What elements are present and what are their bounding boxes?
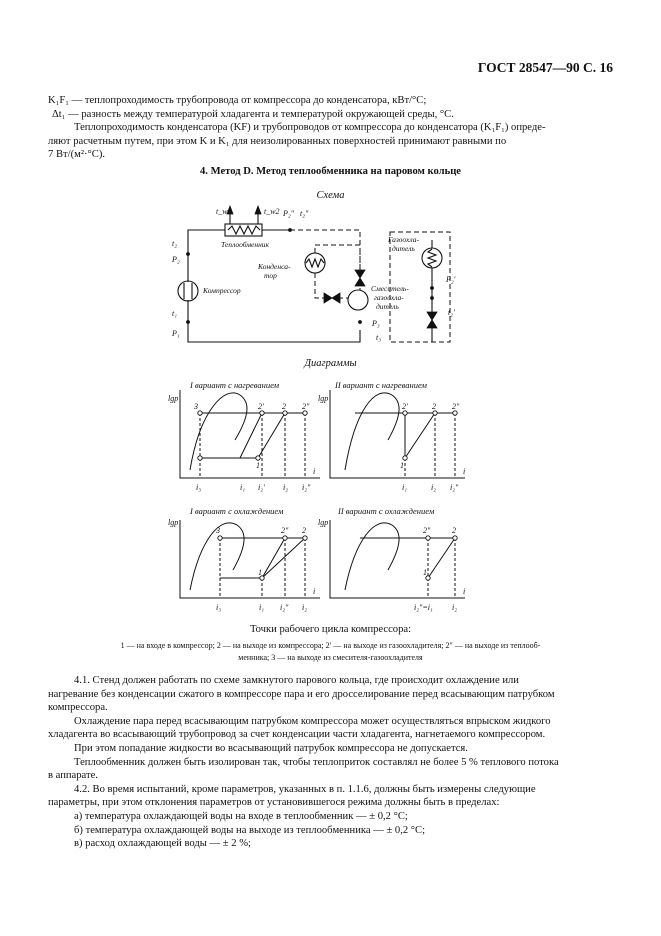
d1-ylabel: lgp	[168, 394, 179, 403]
d1-point-2pp: 2″	[302, 402, 310, 411]
d4-dome	[345, 523, 399, 590]
d4-point-2: 2	[452, 526, 456, 535]
d3-ylabel: lgp	[168, 518, 179, 527]
d1-title: I вариант с нагреванием	[190, 380, 280, 390]
d1-x3: i₂′	[258, 483, 265, 492]
d2-point-2pp: 2″	[452, 402, 460, 411]
compressor-circle	[178, 281, 198, 301]
d2-point-2: 2	[432, 402, 436, 411]
gas-cooler-circle	[422, 248, 442, 268]
d3-axes	[180, 520, 320, 598]
d3-point-3: 3	[216, 526, 220, 535]
d4-title: II вариант с охлаждением	[338, 506, 435, 516]
paragraph-line: Охлаждение пара перед всасывающим патрубком компрессора может осуществляться впрыском жидкого	[74, 715, 551, 727]
arrow-up-icon	[255, 206, 261, 214]
label-t2: t₂	[172, 239, 178, 248]
pipe-discharge	[188, 230, 225, 282]
d2-x3: i₂″	[450, 483, 459, 492]
paragraph-line: 7 Вт/(м²·°С).	[48, 149, 105, 161]
d4-x2: i₂	[452, 603, 458, 612]
label-condenser-2: тор	[264, 271, 277, 280]
d1-x2: i₁	[240, 483, 246, 492]
d1-axes	[180, 390, 320, 478]
label-p1: P₁	[172, 329, 180, 338]
list-item: в) расход охлаждающей воды — ± 2 %;	[74, 838, 251, 850]
d3-x1: i₃	[216, 603, 222, 612]
d3-x2: i₁	[259, 603, 265, 612]
d2-xi: i	[463, 467, 466, 476]
paragraph-line: ляют расчетным путем, при этом K и K₁ для неизолированных поверхностей принимают равными по	[48, 135, 507, 147]
list-item: б) температура охлаждающей воды на выходе из теплообменника — ± 0,2 °С;	[74, 824, 426, 836]
valve-icon	[427, 312, 437, 320]
d3-point-2: 2	[302, 526, 306, 535]
d4-point-2pp: 2″	[423, 526, 431, 535]
paragraph-line: 4.1. Стенд должен работать по схеме замкнутого парового кольца, где происходит охлаждение или	[74, 675, 519, 686]
d4-xi: i	[463, 587, 466, 596]
valve-icon	[355, 270, 365, 278]
definition-k1f1: K₁F₁ — теплопроходимость трубопровода от компрессора до конденсатора, кВт/°С;	[48, 95, 427, 106]
paragraph-line: в аппарате.	[48, 770, 98, 782]
pipe-suction	[188, 300, 360, 342]
top-text-block	[48, 94, 613, 162]
label-t1: t₁	[172, 309, 178, 318]
d2-dome	[345, 393, 399, 470]
diagrams-panel	[160, 378, 480, 618]
diagram-caption: Точки рабочего цикла компрессора:	[249, 624, 412, 635]
page-header: ГОСТ 28547—90 С. 16	[477, 60, 613, 75]
scheme-diagram	[150, 200, 470, 350]
d1-point-2: 2	[282, 402, 286, 411]
label-heat-exchanger: Теплообменник	[221, 240, 270, 249]
label-condenser-1: Конденса-	[258, 262, 291, 271]
d2-point-2p: 2′	[402, 402, 408, 411]
paragraph-line: Теплообменник должен быть изолирован так, чтобы теплоприток составлял не более 5 % теплового потока	[74, 756, 559, 768]
label-p2: P₂	[172, 255, 180, 264]
label-p2p: P₂′	[446, 275, 456, 284]
d2-ylabel: lgp	[318, 394, 329, 403]
bottom-text-block	[48, 674, 613, 851]
d4-ylabel: lgp	[318, 518, 329, 527]
scheme-label: Схема	[316, 190, 345, 201]
diagrams-label: Диаграммы	[304, 358, 357, 369]
d3-title: I вариант с охлаждением	[190, 506, 284, 516]
paragraph-line: 4.2. Во время испытаний, кроме параметров, указанных в п. 1.1.6, должны быть измерены следующие	[74, 783, 536, 795]
list-item: а) температура охлаждающей воды на входе в теплообменник — ± 0,2 °С;	[74, 810, 408, 822]
diagram-legend	[60, 640, 601, 664]
label-mixer-3: дитель	[376, 302, 399, 311]
label-t3: t₃	[376, 333, 382, 342]
legend-line: 1 — на входе в компрессор; 2 — на выходе из компрессора; 2′ — на выходе из газоохладителя; 2″ — на выходе из теплооб-	[120, 641, 541, 650]
d2-point-1: 1	[400, 461, 404, 470]
d3-point-1: 1	[258, 568, 262, 577]
definition-dt1: Δt₁ — разность между температурой хладагента и температурой окружающей среды, °С.	[52, 108, 454, 120]
paragraph-line: При этом попадание жидкости во всасывающий патрубок компрессора не допускается.	[74, 742, 468, 754]
heat-exchanger-coil	[228, 226, 260, 234]
d1-x4: i₂	[283, 483, 289, 492]
label-p2pp: P₂″	[283, 209, 294, 218]
legend-line: менника; 3 — на выходе из смесителя-газоохладителя	[238, 653, 423, 662]
d2-axes	[330, 390, 465, 478]
label-tw2: t_w2	[264, 207, 280, 216]
d4-point-1: 1	[423, 568, 427, 577]
d4-x1: i₂″=i₁	[414, 603, 433, 612]
mixer-circle	[348, 290, 368, 310]
label-gas-cooler-1: Газоохла-	[388, 235, 419, 244]
d3-xi: i	[313, 587, 316, 596]
d1-point-1: 1	[256, 461, 260, 470]
d3-x4: i₂	[302, 603, 308, 612]
section-title: 4. Метод D. Метод теплообменника на паровом кольце	[200, 166, 461, 177]
d2-x2: i₂	[431, 483, 437, 492]
d2-x1: i₁	[402, 483, 408, 492]
d1-point-2p: 2′	[258, 402, 264, 411]
paragraph-line: нагревание без конденсации сжатого в компрессоре пара и его дросселирование перед всасывающим патрубком	[48, 688, 555, 700]
d1-point-3: 3	[194, 402, 198, 411]
valve-icon	[324, 293, 332, 303]
label-p3: P₃	[372, 319, 380, 328]
d1-x1: i₃	[196, 483, 202, 492]
label-mixer-1: Смеситель-	[371, 284, 409, 293]
label-tw1: t_w1	[216, 207, 232, 216]
d2-title: II вариант с нагреванием	[335, 380, 427, 390]
label-mixer-2: газоохла-	[374, 293, 404, 302]
d3-x3: i₂″	[280, 603, 289, 612]
paragraph-line: параметры, при этом отклонения параметров от установившегося режима должны быть в пределах:	[48, 797, 500, 809]
label-t2p: t₂′	[448, 308, 455, 317]
d1-xi: i	[313, 467, 316, 476]
label-t2pp: t₂″	[300, 209, 309, 218]
label-gas-cooler-2: дитель	[392, 244, 415, 253]
condenser-circle	[305, 253, 325, 273]
paragraph-line: хладагента во всасывающий трубопровод за счет конденсации части хладагента, нагнетаемого компрессором.	[48, 729, 546, 741]
paragraph-line: компрессора.	[48, 702, 108, 714]
d1-x5: i₂″	[302, 483, 311, 492]
d3-point-2pp: 2″	[281, 526, 289, 535]
label-compressor: Компрессор	[203, 286, 241, 295]
paragraph-line: Теплопроходимость конденсатора (KF) и трубопроводов от компрессора до конденсатора (K₁F₁) опреде-	[74, 122, 546, 134]
